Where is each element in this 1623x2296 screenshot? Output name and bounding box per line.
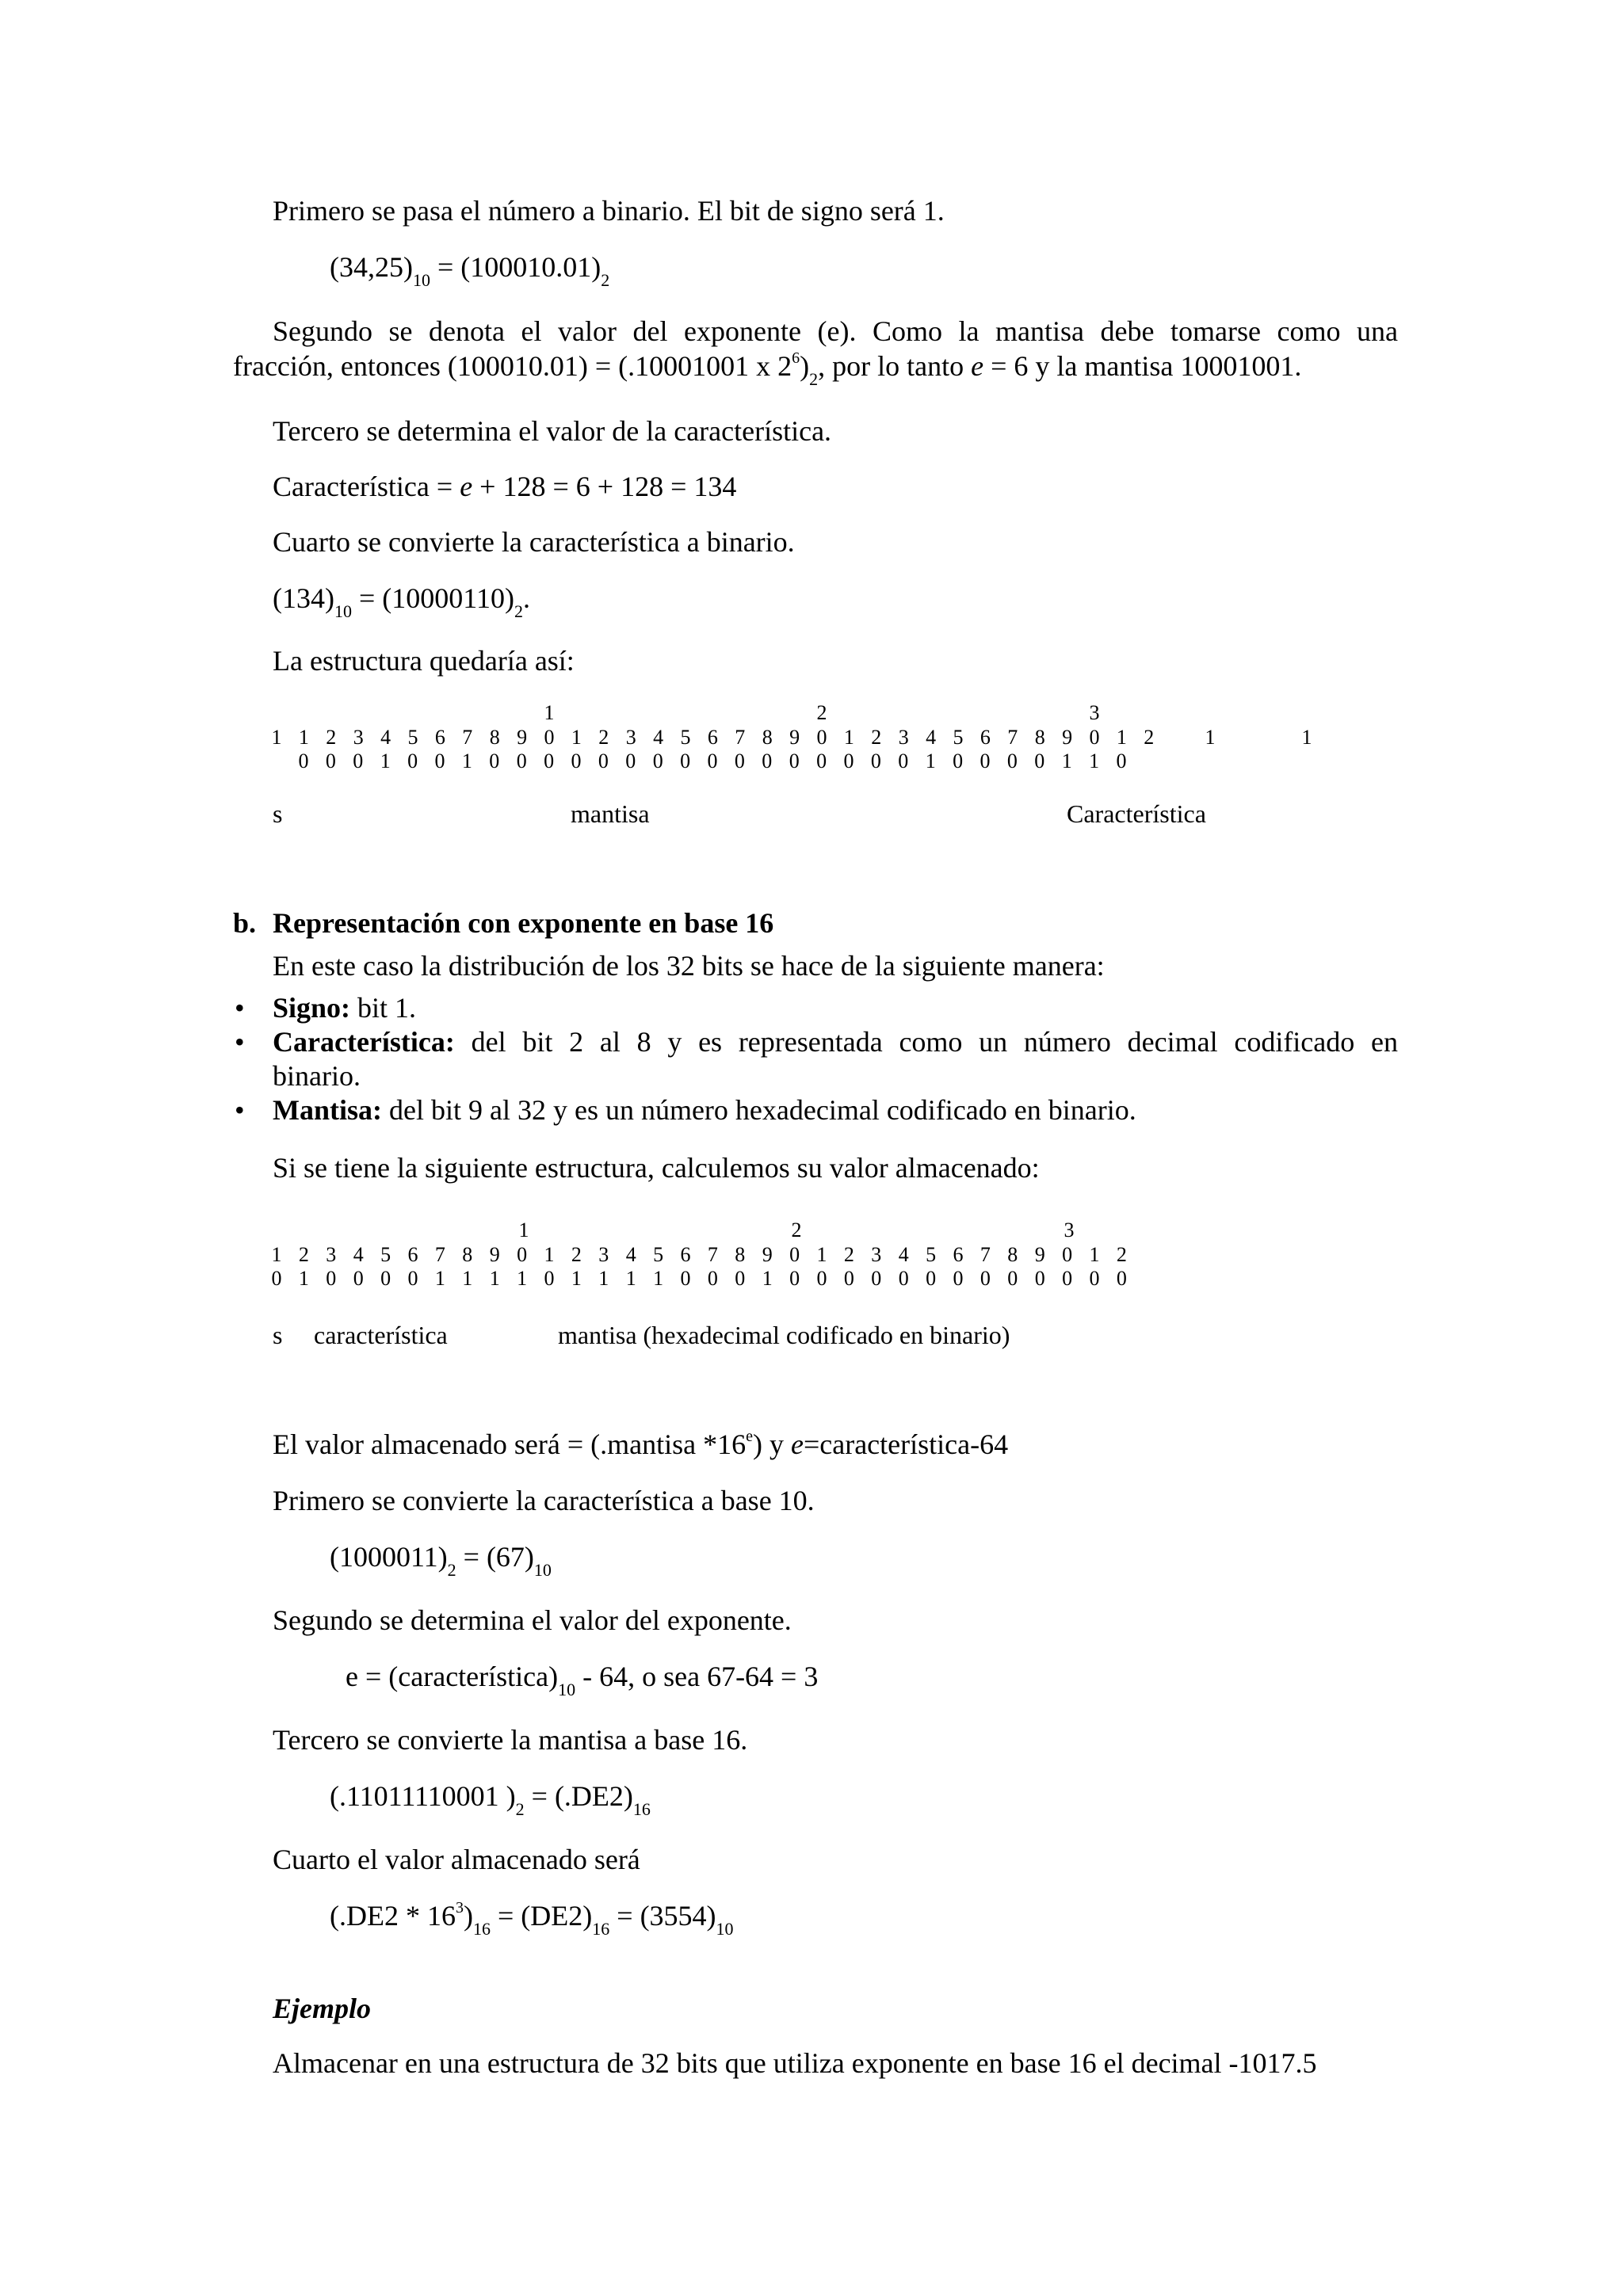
table2-bit-24: 0 [898, 1267, 909, 1290]
equation-exponent: $e = (característica)_{10} - 64$, o sea 67-64 = 3 [346, 1661, 819, 1699]
table1-position-3: 2 [326, 726, 337, 749]
bullet-caracteristica-cont: binario. [273, 1060, 361, 1092]
paragraph-exponent-line1: Segundo se denota el valor del exponente (e). Como la mantisa debe tomarse como una [273, 315, 1398, 347]
table1-position-14: 3 [625, 726, 636, 749]
table1-bit-3: 0 [353, 749, 364, 772]
table1-position-4: 3 [353, 726, 364, 749]
table2-label-mantisa: mantisa (hexadecimal codificado en binario) [558, 1321, 1010, 1349]
bullet-signo: Signo: bit 1. [273, 992, 417, 1024]
paragraph-characteristic-step: Tercero se determina el valor de la característica. [273, 415, 832, 447]
table2-position-15: 5 [653, 1243, 664, 1266]
table1-position-30: 9 [1062, 726, 1073, 749]
table2-position-19: 9 [762, 1243, 773, 1266]
table2-bit-11: 0 [544, 1267, 555, 1290]
table2-position-32: 2 [1116, 1243, 1127, 1266]
example-heading: Ejemplo [273, 1993, 371, 2024]
table2-bit-17: 0 [707, 1267, 718, 1290]
table1-bit-5: 0 [407, 749, 418, 772]
table2-bit-19: 1 [762, 1267, 773, 1290]
table1-position-28: 7 [1007, 726, 1018, 749]
table2-position-29: 9 [1034, 1243, 1045, 1266]
table2-bit-8: 1 [462, 1267, 473, 1290]
table2-bit-26: 0 [953, 1267, 964, 1290]
paragraph-convert-base10: Primero se convierte la característica a base 10. [273, 1485, 815, 1516]
table1-position-23: 2 [871, 726, 882, 749]
table1-bit-7: 1 [461, 749, 472, 772]
table1-position-26: 5 [953, 726, 964, 749]
table1-position-24: 3 [898, 726, 909, 749]
table2-position-28: 8 [1007, 1243, 1018, 1266]
table1-bit-20: 0 [816, 749, 827, 772]
table1-bit-24: 1 [925, 749, 936, 772]
table2-position-10: 0 [517, 1243, 528, 1266]
bullet-caracteristica: Característica: del bit 2 al 8 y es representada como un número decimal codificado en [273, 1026, 1398, 1058]
table1-bit-2: 0 [325, 749, 336, 772]
table1-bit-17: 0 [734, 749, 745, 772]
table1-bit-19: 0 [789, 749, 800, 772]
table1-position-12: 1 [571, 726, 582, 749]
table2-bit-5: 0 [380, 1267, 391, 1290]
table2-position-2: 2 [298, 1243, 309, 1266]
table2-bit-2: 1 [298, 1267, 309, 1290]
table2-position-26: 6 [953, 1243, 964, 1266]
section-b-intro: En este caso la distribución de los 32 bits se hace de la siguiente manera: [273, 950, 1105, 982]
table1-bit-29: 1 [1061, 749, 1072, 772]
table2-bit-16: 0 [680, 1267, 691, 1290]
table1-bit-21: 0 [843, 749, 854, 772]
table1-label-caracteristica: Característica [1067, 799, 1206, 828]
table1-bit-11: 0 [571, 749, 582, 772]
table2-bit-30: 0 [1062, 1267, 1073, 1290]
table1-bit-16: 0 [707, 749, 718, 772]
table2-bit-10: 1 [517, 1267, 528, 1290]
paragraph-convert-characteristic: Cuarto se convierte la característica a binario. [273, 526, 795, 558]
table1-bit-8: 0 [489, 749, 500, 772]
table1-label-s: s [273, 799, 283, 828]
table2-bit-13: 1 [598, 1267, 609, 1290]
table2-position-11: 1 [544, 1243, 555, 1266]
equation-stored-value: $(.DE2 * 16^3)_{16} = (DE2)_{16} = (3554)_{10}$ [330, 1899, 734, 1939]
table1-position-9: 8 [489, 726, 500, 749]
table2-position-30: 0 [1062, 1243, 1073, 1266]
table2-bit-7: 1 [434, 1267, 445, 1290]
table2-tens-3: 3 [1064, 1219, 1075, 1241]
table2-bit-9: 1 [489, 1267, 500, 1290]
table2-position-8: 8 [462, 1243, 473, 1266]
table1-bit-15: 0 [680, 749, 691, 772]
table1-position-15: 4 [653, 726, 664, 749]
table2-label-s: s [273, 1321, 283, 1349]
section-b-question: Si se tiene la siguiente estructura, calculemos su valor almacenado: [273, 1152, 1040, 1184]
table1-label-mantisa: mantisa [571, 799, 650, 828]
table2-bit-18: 0 [735, 1267, 746, 1290]
table2-bit-6: 0 [407, 1267, 418, 1290]
table2-position-9: 9 [489, 1243, 500, 1266]
table1-position-2: 1 [298, 726, 309, 749]
table2-bit-14: 1 [625, 1267, 636, 1290]
table2-position-23: 3 [871, 1243, 882, 1266]
paragraph-exponent-line2: fracción, entonces (100010.01) = (.10001001 x $2^6)_2$, por lo tanto e = 6 y la mantisa 10001001. [233, 349, 1302, 389]
table1-extra-2: 1 [1301, 726, 1312, 749]
table1-tens-1: 1 [544, 701, 555, 724]
table2-bit-32: 0 [1116, 1267, 1127, 1290]
table2-bit-23: 0 [871, 1267, 882, 1290]
paragraph-binary-step: Primero se pasa el número a binario. El bit de signo será 1. [273, 195, 945, 227]
table1-bit-31: 0 [1116, 749, 1127, 772]
table2-label-caracteristica: característica [314, 1321, 448, 1349]
table1-bit-28: 0 [1034, 749, 1045, 772]
table2-bit-28: 0 [1007, 1267, 1018, 1290]
table1-position-22: 1 [843, 726, 854, 749]
table1-bit-25: 0 [953, 749, 964, 772]
table2-bit-20: 0 [789, 1267, 800, 1290]
table1-position-5: 4 [380, 726, 391, 749]
table1-position-25: 4 [926, 726, 937, 749]
bullet-mantisa: Mantisa: del bit 9 al 32 y es un número hexadecimal codificado en binario. [273, 1094, 1136, 1126]
table1-bit-30: 1 [1089, 749, 1100, 772]
table2-position-24: 4 [898, 1243, 909, 1266]
table2-position-6: 6 [407, 1243, 418, 1266]
table1-position-1: 1 [271, 726, 282, 749]
table1-position-32: 1 [1116, 726, 1127, 749]
table2-bit-12: 1 [571, 1267, 582, 1290]
table1-position-18: 7 [735, 726, 746, 749]
table2-position-31: 1 [1089, 1243, 1100, 1266]
table2-bit-15: 1 [653, 1267, 664, 1290]
paragraph-exponent-value: Segundo se determina el valor del exponente. [273, 1604, 792, 1636]
table1-bit-14: 0 [652, 749, 663, 772]
table2-bit-1: 0 [271, 1267, 282, 1290]
table2-position-13: 3 [598, 1243, 609, 1266]
bullet-dot: • [235, 1026, 245, 1058]
table1-position-31: 0 [1089, 726, 1100, 749]
table2-position-16: 6 [680, 1243, 691, 1266]
table1-bit-26: 0 [980, 749, 991, 772]
table1-bit-10: 0 [544, 749, 555, 772]
table2-position-27: 7 [980, 1243, 991, 1266]
table2-position-18: 8 [735, 1243, 746, 1266]
table2-position-7: 7 [434, 1243, 445, 1266]
table2-tens-1: 1 [518, 1219, 529, 1241]
table1-tens-2: 2 [816, 701, 827, 724]
table1-position-27: 6 [980, 726, 991, 749]
table2-bit-4: 0 [353, 1267, 364, 1290]
bullet-dot: • [235, 992, 245, 1024]
table1-position-20: 9 [789, 726, 800, 749]
section-b-heading: b. Representación con exponente en base 16 [233, 907, 774, 939]
table1-tens-3: 3 [1089, 701, 1100, 724]
table1-bit-23: 0 [898, 749, 909, 772]
table2-bit-29: 0 [1034, 1267, 1045, 1290]
table1-position-6: 5 [407, 726, 418, 749]
table1-position-17: 6 [707, 726, 718, 749]
table1-position-7: 6 [434, 726, 445, 749]
table1-bit-6: 0 [434, 749, 445, 772]
table2-position-22: 2 [843, 1243, 854, 1266]
table1-bit-4: 1 [380, 749, 391, 772]
table1-bit-18: 0 [762, 749, 773, 772]
equation-134: $(134)_{10} = (10000110)_2$. [273, 582, 530, 621]
table1-position-33: 2 [1144, 726, 1155, 749]
stored-value-formula: El valor almacenado será = (.mantisa *16e) y e=característica-64 [273, 1428, 1009, 1460]
equation-34-25: $(34,25)_{10} = (100010.01)_2$ [330, 251, 610, 290]
paragraph-convert-mantisa: Tercero se convierte la mantisa a base 16. [273, 1724, 748, 1756]
table1-bit-13: 0 [625, 749, 636, 772]
table2-position-1: 1 [271, 1243, 282, 1266]
table2-position-25: 5 [926, 1243, 937, 1266]
example-text: Almacenar en una estructura de 32 bits que utiliza exponente en base 16 el decimal -1017.5 [273, 2047, 1317, 2079]
table2-position-14: 4 [625, 1243, 636, 1266]
paragraph-stored-value: Cuarto el valor almacenado será [273, 1844, 640, 1875]
equation-1000011: $(1000011)_2 = (67)_{10}$ [330, 1541, 552, 1580]
table1-position-19: 8 [762, 726, 773, 749]
table2-bit-25: 0 [926, 1267, 937, 1290]
table1-position-11: 0 [544, 726, 555, 749]
table1-position-29: 8 [1034, 726, 1045, 749]
paragraph-structure: La estructura quedaría así: [273, 645, 575, 677]
table1-bit-9: 0 [516, 749, 527, 772]
table1-bit-22: 0 [870, 749, 881, 772]
table2-bit-22: 0 [843, 1267, 854, 1290]
table1-position-21: 0 [816, 726, 827, 749]
table1-extra-1: 1 [1205, 726, 1216, 749]
table2-position-12: 2 [571, 1243, 582, 1266]
table1-bit-27: 0 [1006, 749, 1018, 772]
table2-position-17: 7 [707, 1243, 718, 1266]
table2-position-21: 1 [816, 1243, 827, 1266]
table2-position-20: 0 [789, 1243, 800, 1266]
table2-position-3: 3 [326, 1243, 337, 1266]
table1-position-13: 2 [598, 726, 609, 749]
table2-bit-31: 0 [1089, 1267, 1100, 1290]
table1-bit-1: 0 [298, 749, 309, 772]
table2-position-5: 5 [380, 1243, 391, 1266]
table2-bit-21: 0 [816, 1267, 827, 1290]
table2-bit-3: 0 [326, 1267, 337, 1290]
table1-bit-12: 0 [598, 749, 609, 772]
table1-position-16: 5 [680, 726, 691, 749]
table2-bit-27: 0 [980, 1267, 991, 1290]
bullet-dot: • [235, 1094, 245, 1126]
table2-tens-2: 2 [791, 1219, 802, 1241]
table1-position-8: 7 [462, 726, 473, 749]
table2-position-4: 4 [353, 1243, 364, 1266]
characteristic-formula: Característica = e + 128 = 6 + 128 = 134 [273, 471, 737, 502]
equation-mantisa-hex: (.11011110001 )$_2 = (.DE2)_{16}$ [330, 1780, 651, 1819]
table1-position-10: 9 [517, 726, 528, 749]
